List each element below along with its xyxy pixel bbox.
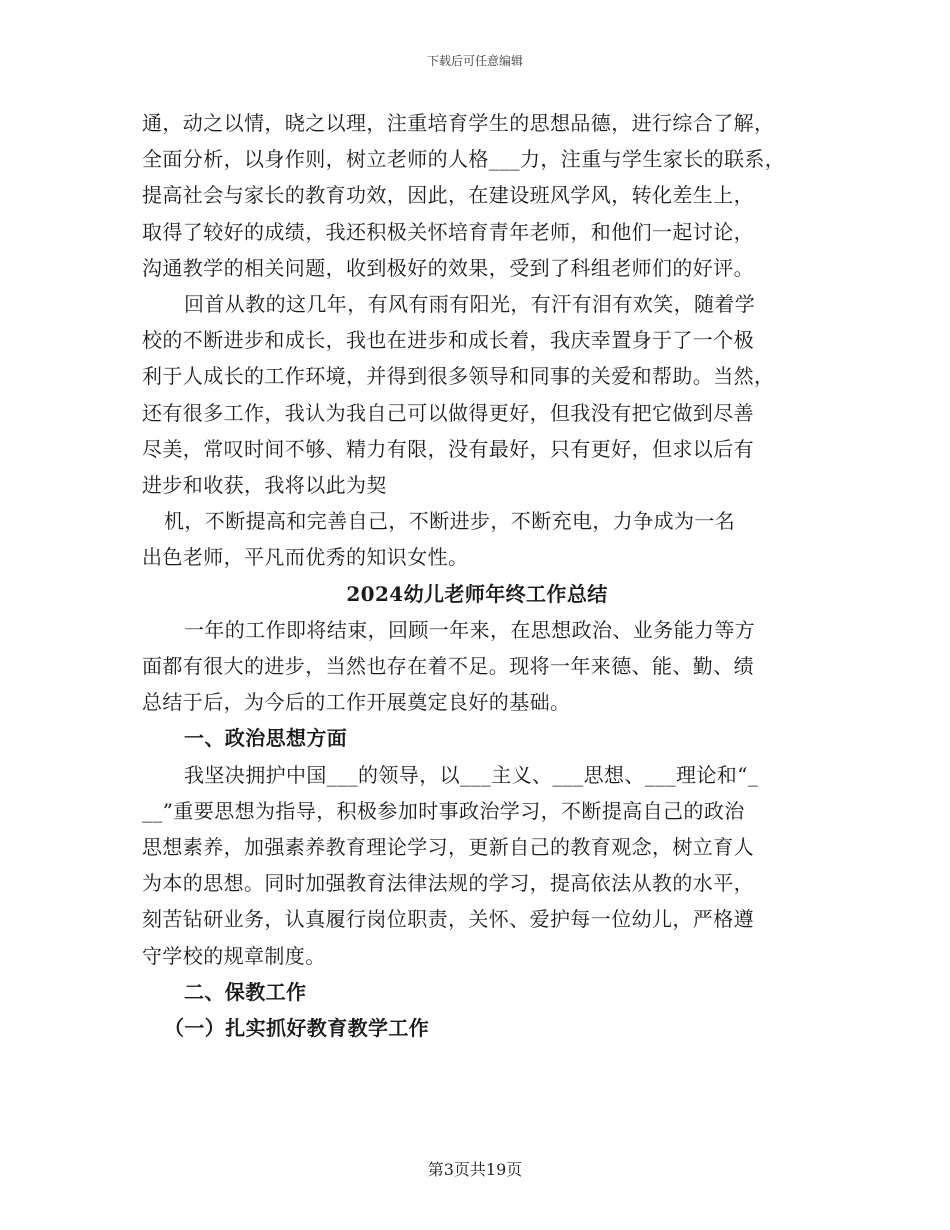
paragraph-line: 提高社会与家长的教育功效，因此，在建设班风学风，转化差生上， [142, 183, 754, 208]
paragraph-line: __”重要思想为指导，积极参加时事政治学习，不断提高自己的政治 [142, 798, 745, 823]
paragraph-line: 面都有很大的进步，当然也存在着不足。现将一年来德、能、勤、绩 [142, 654, 754, 679]
paragraph-line: 我坚决拥护中国___的领导，以___主义、___思想、___理论和“_ [184, 762, 759, 787]
paragraph-line: 一年的工作即将结束，回顾一年来，在思想政治、业务能力等方 [184, 617, 756, 642]
paragraph-line: 守学校的规章制度。 [142, 943, 326, 968]
paragraph-line: 进步和收获，我将以此为契 [142, 473, 387, 498]
section-heading: 二、保教工作 [184, 979, 307, 1004]
paragraph-line: 回首从教的这几年，有风有雨有阳光，有汗有泪有欢笑，随着学 [184, 292, 756, 317]
section-heading: 一、政治思想方面 [184, 726, 348, 751]
section-title: 2024幼儿老师年终工作总结 [346, 581, 608, 606]
document-body [142, 105, 812, 1046]
paragraph-line: 沟通教学的相关问题，收到极好的效果，受到了科组老师们的好评。 [142, 255, 754, 280]
paragraph-line: 尽美，常叹时间不够、精力有限，没有最好，只有更好，但求以后有 [142, 436, 754, 461]
paragraph-line: 全面分析，以身作则，树立老师的人格___力，注重与学生家长的联系， [142, 147, 786, 172]
subsection-heading: （一）扎实抓好教育教学工作 [164, 1016, 430, 1041]
paragraph-line: 思想素养，加强素养教育理论学习，更新自己的教育观念，树立育人 [142, 835, 754, 860]
paragraph-line: 总结于后，为今后的工作开展奠定良好的基础。 [142, 690, 571, 715]
paragraph-line: 出色老师，平凡而优秀的知识女性。 [142, 545, 469, 570]
paragraph-line: 取得了较好的成绩，我还积极关怀培育青年老师，和他们一起讨论， [142, 219, 754, 244]
paragraph-line: 刻苦钻研业务，认真履行岗位职责，关怀、爱护每一位幼儿，严格遵 [142, 907, 754, 932]
paragraph-line: 利于人成长的工作环境，并得到很多领导和同事的关爱和帮助。当然， [142, 364, 775, 389]
paragraph-line: 还有很多工作，我认为我自己可以做得更好，但我没有把它做到尽善 [142, 400, 754, 425]
paragraph-line: 为本的思想。同时加强教育法律法规的学习，提高依法从教的水平， [142, 871, 754, 896]
page-footer: 第3页共19页 [427, 1160, 523, 1179]
page-header: 下载后可任意编辑 [426, 54, 523, 68]
paragraph-line: 通，动之以情，晓之以理，注重培育学生的思想品德，进行综合了解， [142, 111, 775, 135]
paragraph-line: 机，不断提高和完善自己，不断进步，不断充电，力争成为一名 [164, 509, 736, 534]
paragraph-line: 校的不断进步和成长，我也在进步和成长着，我庆幸置身于了一个极 [142, 328, 754, 353]
